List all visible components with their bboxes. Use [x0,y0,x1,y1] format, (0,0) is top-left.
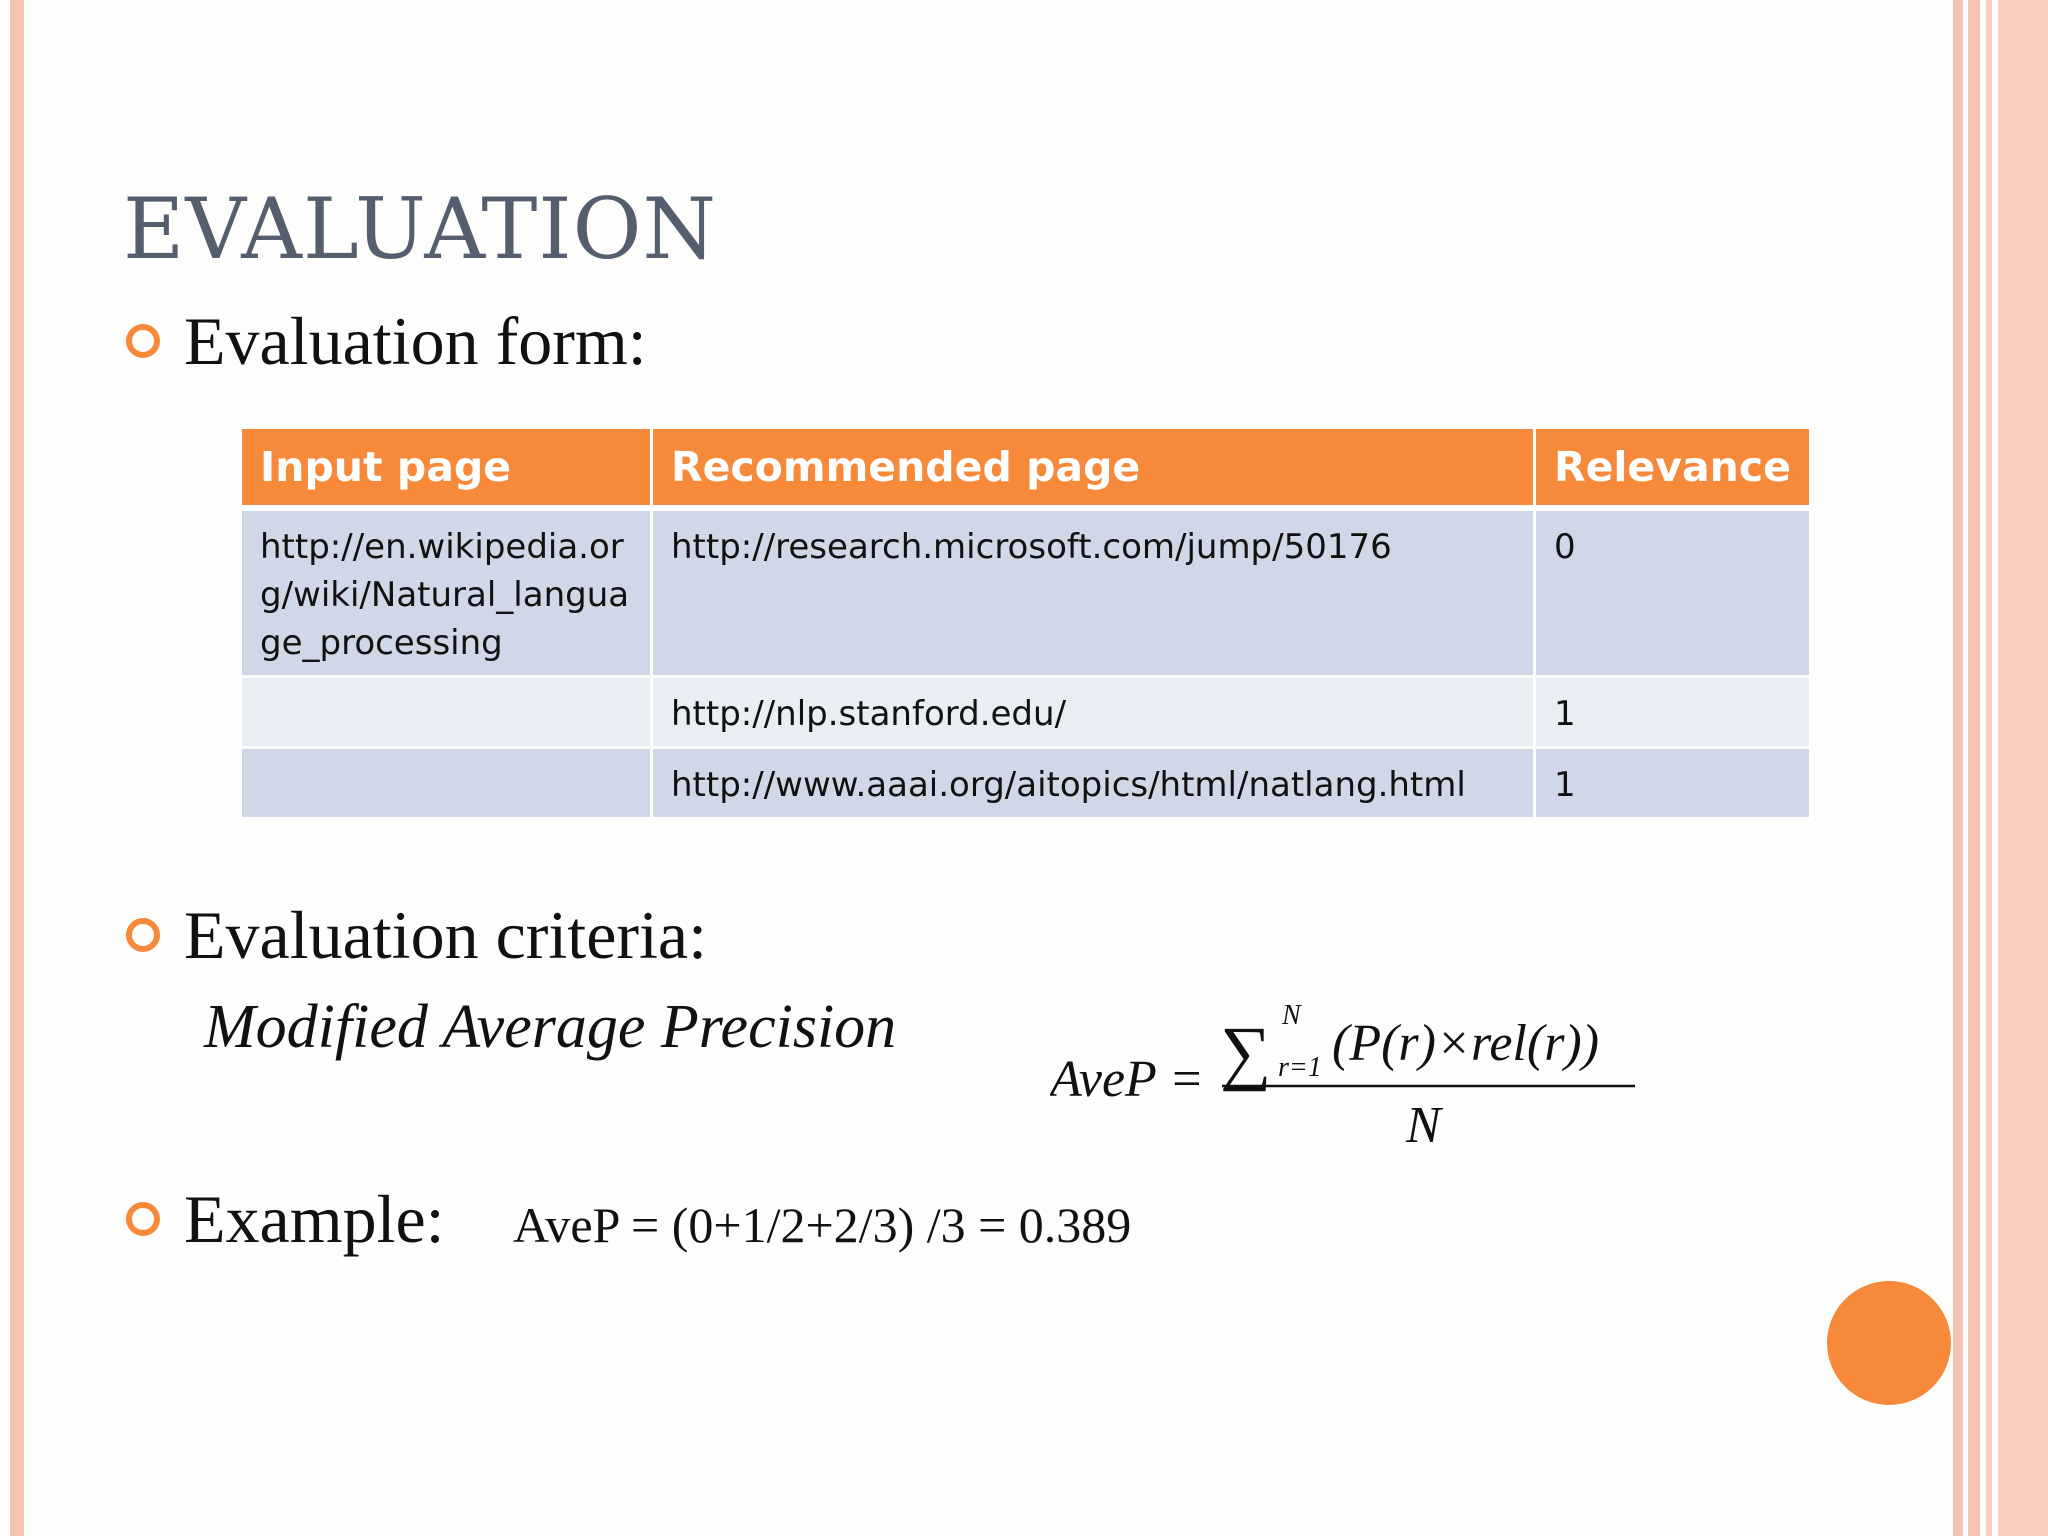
bullet-icon [126,324,160,358]
column-header-relevance: Relevance [1535,428,1811,509]
formula-upper-limit: N [1282,1000,1301,1031]
bullet-icon [126,918,160,952]
table-cell-relevance: 1 [1535,748,1811,819]
table-cell-input-page [241,677,652,748]
table-cell-recommended-page: http://www.aaai.org/aitopics/html/natlang.html [652,748,1535,819]
table-row [241,748,1811,819]
table-cell-relevance: 0 [1535,508,1811,677]
criteria-subtext: Modified Average Precision [204,993,897,1061]
bullet-evaluation-criteria: Evaluation criteria: [184,897,707,973]
bullet-evaluation-form: Evaluation form: [184,303,647,379]
filled-circle-decoration [1827,1281,1951,1405]
right-stripe-decoration [1986,0,2048,1536]
formula-denominator: N [1406,1097,1441,1154]
right-stripe-decoration [1968,0,1980,1536]
table-cell-input-page [241,508,652,677]
bullet-example: Example: [184,1181,445,1257]
table-row [241,508,1811,677]
table-cell-recommended-page: http://nlp.stanford.edu/ [652,677,1535,748]
column-header-recommended-page: Recommended page [652,428,1535,509]
column-header-input-page: Input page [241,428,652,509]
left-stripe-decoration [10,0,24,1536]
cell-text: http://en.wikipedia.org/wiki/Natural_language_processing [260,527,630,663]
formula-lhs: AveP = [1050,1051,1204,1108]
formula-lower-limit: r=1 [1278,1052,1322,1083]
slide-title: EVALUATION [123,180,717,278]
bullet-icon [126,1202,160,1236]
formula-sum-symbol: ∑ [1220,1012,1272,1092]
right-stripe-decoration [1953,0,1963,1536]
table-cell-relevance: 1 [1535,677,1811,748]
formula-numerator: (P(r)×rel(r)) [1332,1015,1600,1072]
example-equation: AveP = (0+1/2+2/3) /3 = 0.389 [513,1197,1132,1253]
table-header-row [241,428,1811,509]
evaluation-table [239,426,1812,820]
table-cell-input-page [241,748,652,819]
table-row [241,677,1811,748]
table-cell-recommended-page: http://research.microsoft.com/jump/50176 [652,508,1535,677]
avep-formula [1050,996,1650,1156]
